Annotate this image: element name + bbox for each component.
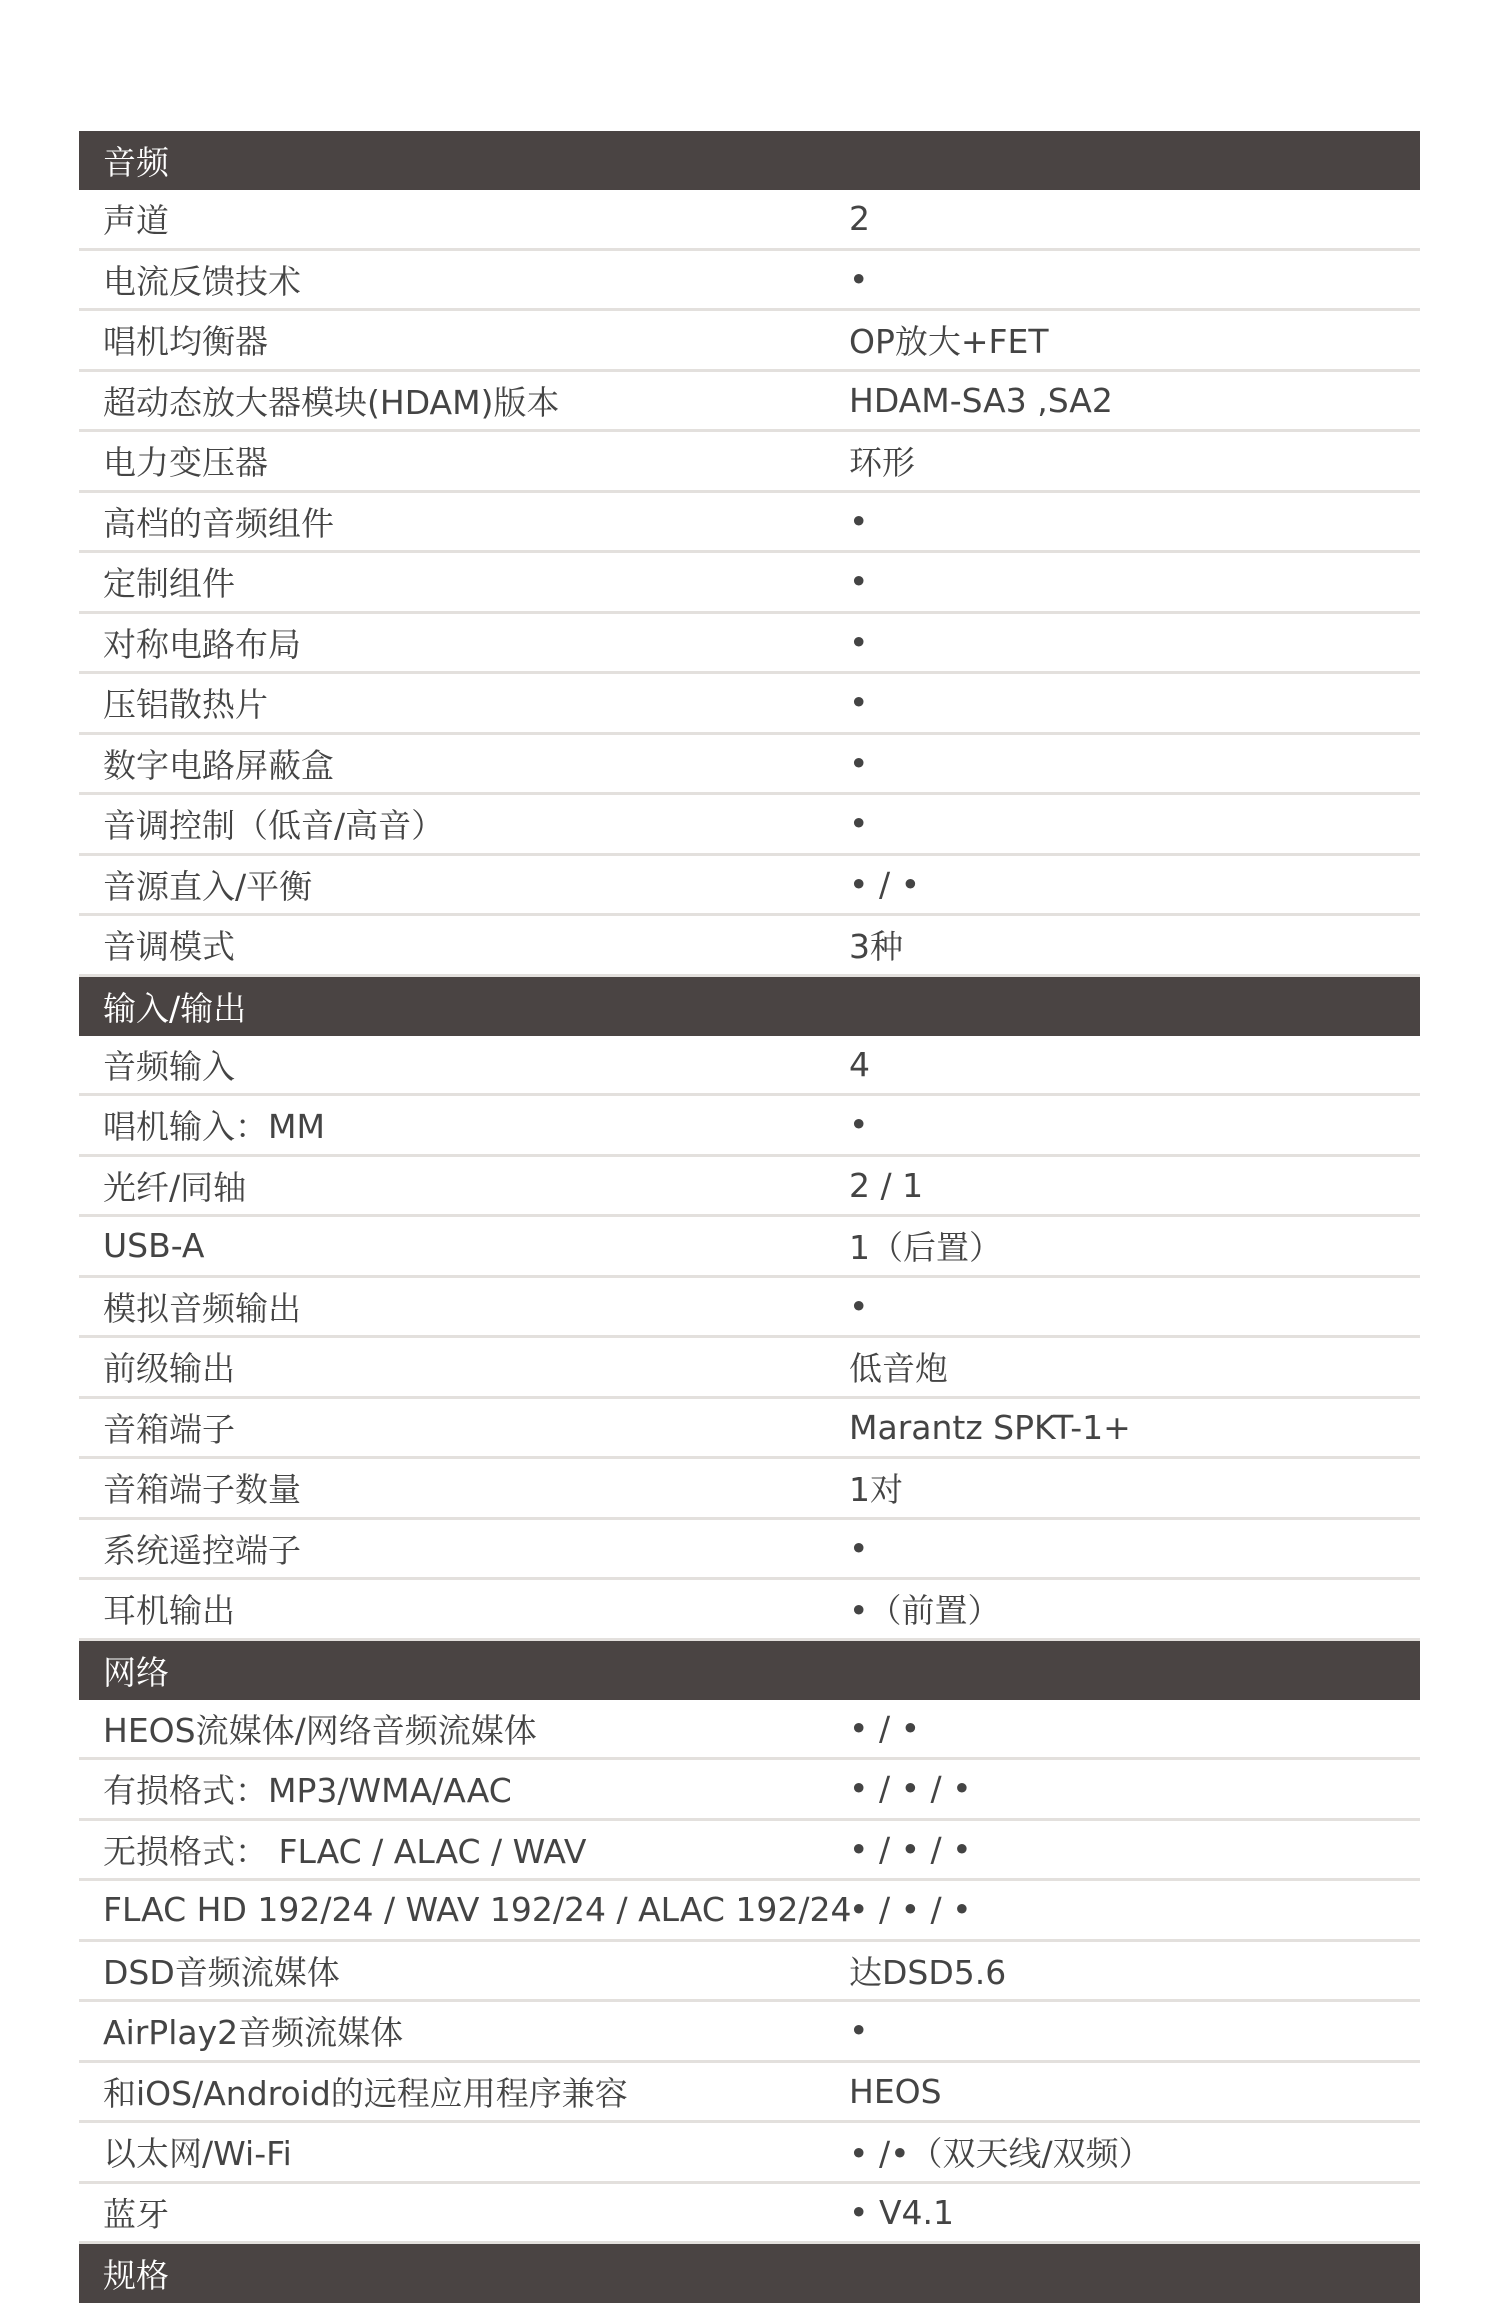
spec-label: 系统遥控端子 — [103, 1530, 301, 1570]
spec-row — [79, 1036, 1420, 1097]
spec-row — [79, 2123, 1420, 2184]
spec-label: 光纤/同轴 — [103, 1167, 247, 1207]
spec-value: •（前置） — [849, 1591, 1001, 1631]
spec-row — [79, 795, 1420, 856]
spec-label: USB-A — [103, 1226, 205, 1266]
spec-row — [79, 1700, 1420, 1761]
spec-row — [79, 1096, 1420, 1157]
spec-row — [79, 432, 1420, 493]
spec-row — [79, 856, 1420, 917]
spec-label: 蓝牙 — [103, 2194, 169, 2234]
spec-row — [79, 1217, 1420, 1278]
spec-row — [79, 1580, 1420, 1641]
spec-row — [79, 2184, 1420, 2245]
spec-label: 音调模式 — [103, 927, 235, 967]
spec-value: • — [849, 501, 869, 541]
spec-label: 音源直入/平衡 — [103, 866, 313, 906]
section-header-audio — [79, 131, 1420, 190]
spec-row — [79, 916, 1420, 977]
section-title: 规格 — [103, 2256, 169, 2295]
spec-value: • / • / • — [849, 1890, 972, 1930]
spec-value: 1（后置） — [849, 1228, 1002, 1268]
spec-value: 环形 — [849, 443, 915, 483]
spec-label: 以太网/Wi-Fi — [103, 2134, 292, 2174]
spec-label: 声道 — [103, 201, 169, 241]
spec-label: 电流反馈技术 — [103, 261, 301, 301]
section-title: 网络 — [103, 1652, 169, 1692]
spec-label: 模拟音频输出 — [103, 1288, 301, 1328]
spec-label: 前级输出 — [103, 1349, 235, 1389]
spec-value: • — [849, 1286, 869, 1326]
spec-value: Marantz SPKT-1+ — [849, 1407, 1131, 1447]
spec-label: 音调控制（低音/高音） — [103, 806, 445, 846]
spec-value: 达DSD5.6 — [849, 1952, 1007, 1992]
spec-row — [79, 2002, 1420, 2063]
spec-row — [79, 311, 1420, 372]
spec-value: • / • / • — [849, 1829, 972, 1869]
spec-row — [79, 1760, 1420, 1821]
spec-label: 超动态放大器模块(HDAM)版本 — [103, 382, 560, 422]
spec-row — [79, 372, 1420, 433]
spec-label: 压铝散热片 — [103, 685, 268, 725]
spec-row — [79, 1942, 1420, 2003]
spec-row — [79, 493, 1420, 554]
spec-value: HEOS — [849, 2071, 942, 2111]
spec-value: 3种 — [849, 927, 903, 967]
section-header-network — [79, 1641, 1420, 1700]
spec-row — [79, 1157, 1420, 1218]
spec-value: • — [849, 743, 869, 783]
spec-row — [79, 251, 1420, 312]
spec-value: • / • / • — [849, 1769, 972, 1809]
spec-label: FLAC HD 192/24 / WAV 192/24 / ALAC 192/24 — [103, 1890, 852, 1930]
spec-row — [79, 1821, 1420, 1882]
spec-row — [79, 1399, 1420, 1460]
spec-value: • — [849, 1105, 869, 1145]
spec-value: • / • — [849, 1708, 921, 1748]
spec-value: 4 — [849, 1044, 870, 1084]
spec-label: AirPlay2音频流媒体 — [103, 2013, 404, 2053]
section-title: 音频 — [103, 143, 169, 182]
spec-label: 有损格式：MP3/WMA/AAC — [103, 1771, 512, 1811]
spec-label: 和iOS/Android的远程应用程序兼容 — [103, 2073, 628, 2113]
spec-label: 音频输入 — [103, 1046, 235, 1086]
spec-row — [79, 190, 1420, 251]
spec-value: • — [849, 1528, 869, 1568]
spec-value: • — [849, 562, 869, 602]
spec-row — [79, 674, 1420, 735]
spec-row — [79, 1881, 1420, 1942]
spec-value: 2 / 1 — [849, 1165, 924, 1205]
spec-value: HDAM-SA3 ,SA2 — [849, 380, 1113, 420]
spec-label: 音箱端子数量 — [103, 1470, 301, 1510]
spec-value: • — [849, 259, 869, 299]
spec-value: • — [849, 622, 869, 662]
spec-value: 2 — [849, 199, 870, 239]
spec-label: 音箱端子 — [103, 1409, 235, 1449]
spec-label: 对称电路布局 — [103, 624, 301, 664]
spec-row — [79, 1520, 1420, 1581]
spec-label: 唱机均衡器 — [103, 322, 268, 362]
section-title: 输入/输出 — [103, 988, 247, 1028]
spec-value: 1对 — [849, 1470, 903, 1510]
spec-value: • — [849, 804, 869, 844]
spec-value: • — [849, 2011, 869, 2051]
spec-row — [79, 1278, 1420, 1339]
spec-label: 高档的音频组件 — [103, 503, 334, 543]
section-header-specs — [79, 2244, 1420, 2303]
spec-label: 耳机输出 — [103, 1591, 235, 1631]
spec-table — [79, 131, 1420, 2303]
spec-label: 无损格式： FLAC / ALAC / WAV — [103, 1831, 587, 1871]
spec-label: 数字电路屏蔽盒 — [103, 745, 334, 785]
spec-value: • / • — [849, 864, 921, 904]
spec-value: • — [849, 683, 869, 723]
spec-label: 电力变压器 — [103, 443, 268, 483]
spec-row — [79, 614, 1420, 675]
spec-value: 低音炮 — [849, 1349, 948, 1389]
spec-value: OP放大+FET — [849, 322, 1049, 362]
spec-label: DSD音频流媒体 — [103, 1952, 340, 1992]
spec-row — [79, 2063, 1420, 2124]
spec-value: • V4.1 — [849, 2192, 955, 2232]
spec-label: 定制组件 — [103, 564, 235, 604]
spec-value: • /•（双天线/双频） — [849, 2134, 1152, 2174]
section-header-io — [79, 977, 1420, 1036]
spec-row — [79, 1459, 1420, 1520]
spec-row — [79, 1338, 1420, 1399]
spec-row — [79, 735, 1420, 796]
spec-row — [79, 553, 1420, 614]
spec-label: HEOS流媒体/网络音频流媒体 — [103, 1710, 537, 1750]
spec-label: 唱机输入：MM — [103, 1107, 325, 1147]
